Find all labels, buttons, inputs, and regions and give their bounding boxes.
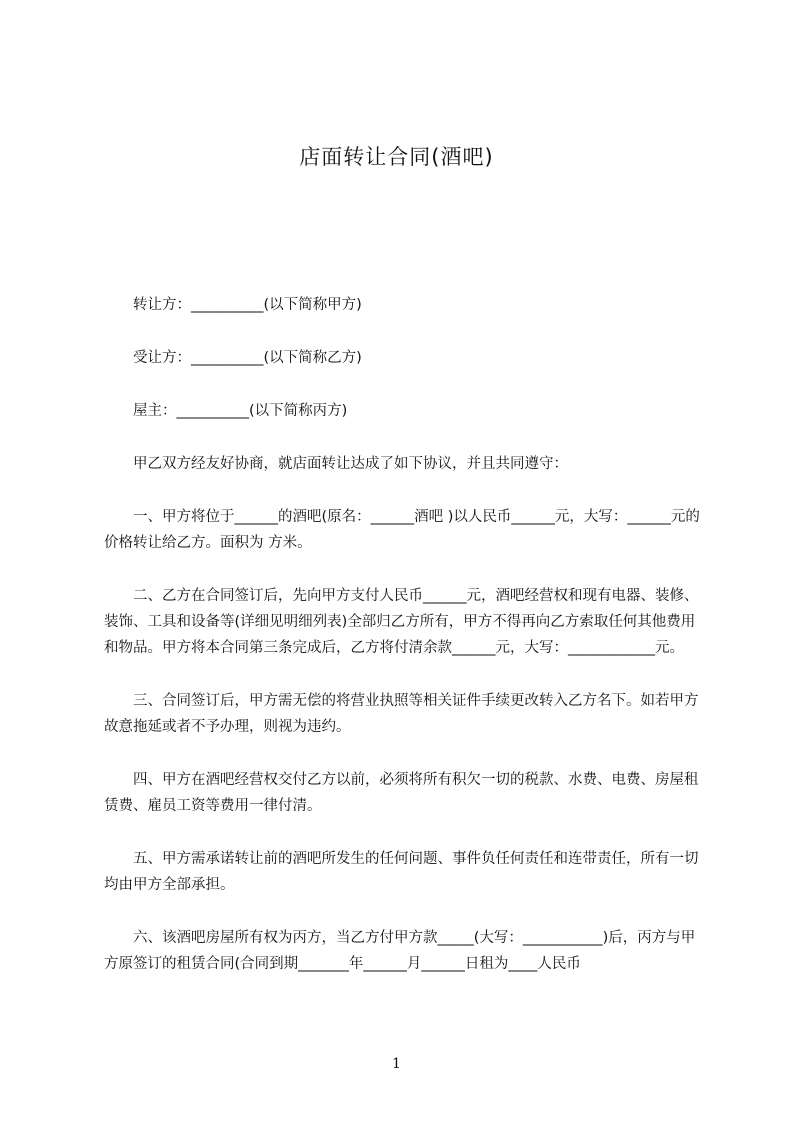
clause-6: 六、该酒吧房屋所有权为丙方，当乙方付甲方款_____(大写：___________)后，丙方与甲方原签订的租赁合同(合同到期_______年______月______日租为____人民币: [104, 930, 696, 972]
paragraph-landlord: 屋主：__________(以下简称丙方): [133, 403, 348, 419]
clause-3: 三、合同签订后，甲方需无偿的将营业执照等相关证件手续更改转入乙方名下。如若甲方故意拖延或者不予办理，则视为违约。: [104, 693, 699, 735]
paragraph-preamble: 甲乙双方经友好协商，就店面转让达成了如下协议，并且共同遵守：: [133, 456, 568, 472]
paragraph-transferee: 受让方：__________(以下简称乙方): [133, 350, 362, 366]
page-number: 1: [392, 1056, 401, 1072]
document-body: [104, 292, 704, 1005]
clause-1: 一、甲方将位于______的酒吧(原名：______酒吧 )以人民币______元，大写：______元的价格转让给乙方。面积为 方米。: [104, 509, 700, 551]
clause-2: 二、乙方在合同签订后，先向甲方支付人民币______元，酒吧经营权和现有电器、装修、装饰、工具和设备等(详细见明细列表)全部归乙方所有，甲方不得再向乙方索取任何其他费用和物品。甲方将本合同第三条完成后，乙方将付清余款______元，大写：____________元。: [104, 588, 699, 656]
paragraph-transferor: 转让方：__________(以下简称甲方): [133, 297, 362, 313]
clause-5: 五、甲方需承诺转让前的酒吧所发生的任何问题、事件负任何责任和连带责任，所有一切均由甲方全部承担。: [104, 851, 699, 893]
document-title: 店面转让合同(酒吧): [299, 145, 494, 169]
clause-4: 四、甲方在酒吧经营权交付乙方以前，必须将所有积欠一切的税款、水费、电费、房屋租赁费、雇员工资等费用一律付清。: [104, 772, 699, 814]
